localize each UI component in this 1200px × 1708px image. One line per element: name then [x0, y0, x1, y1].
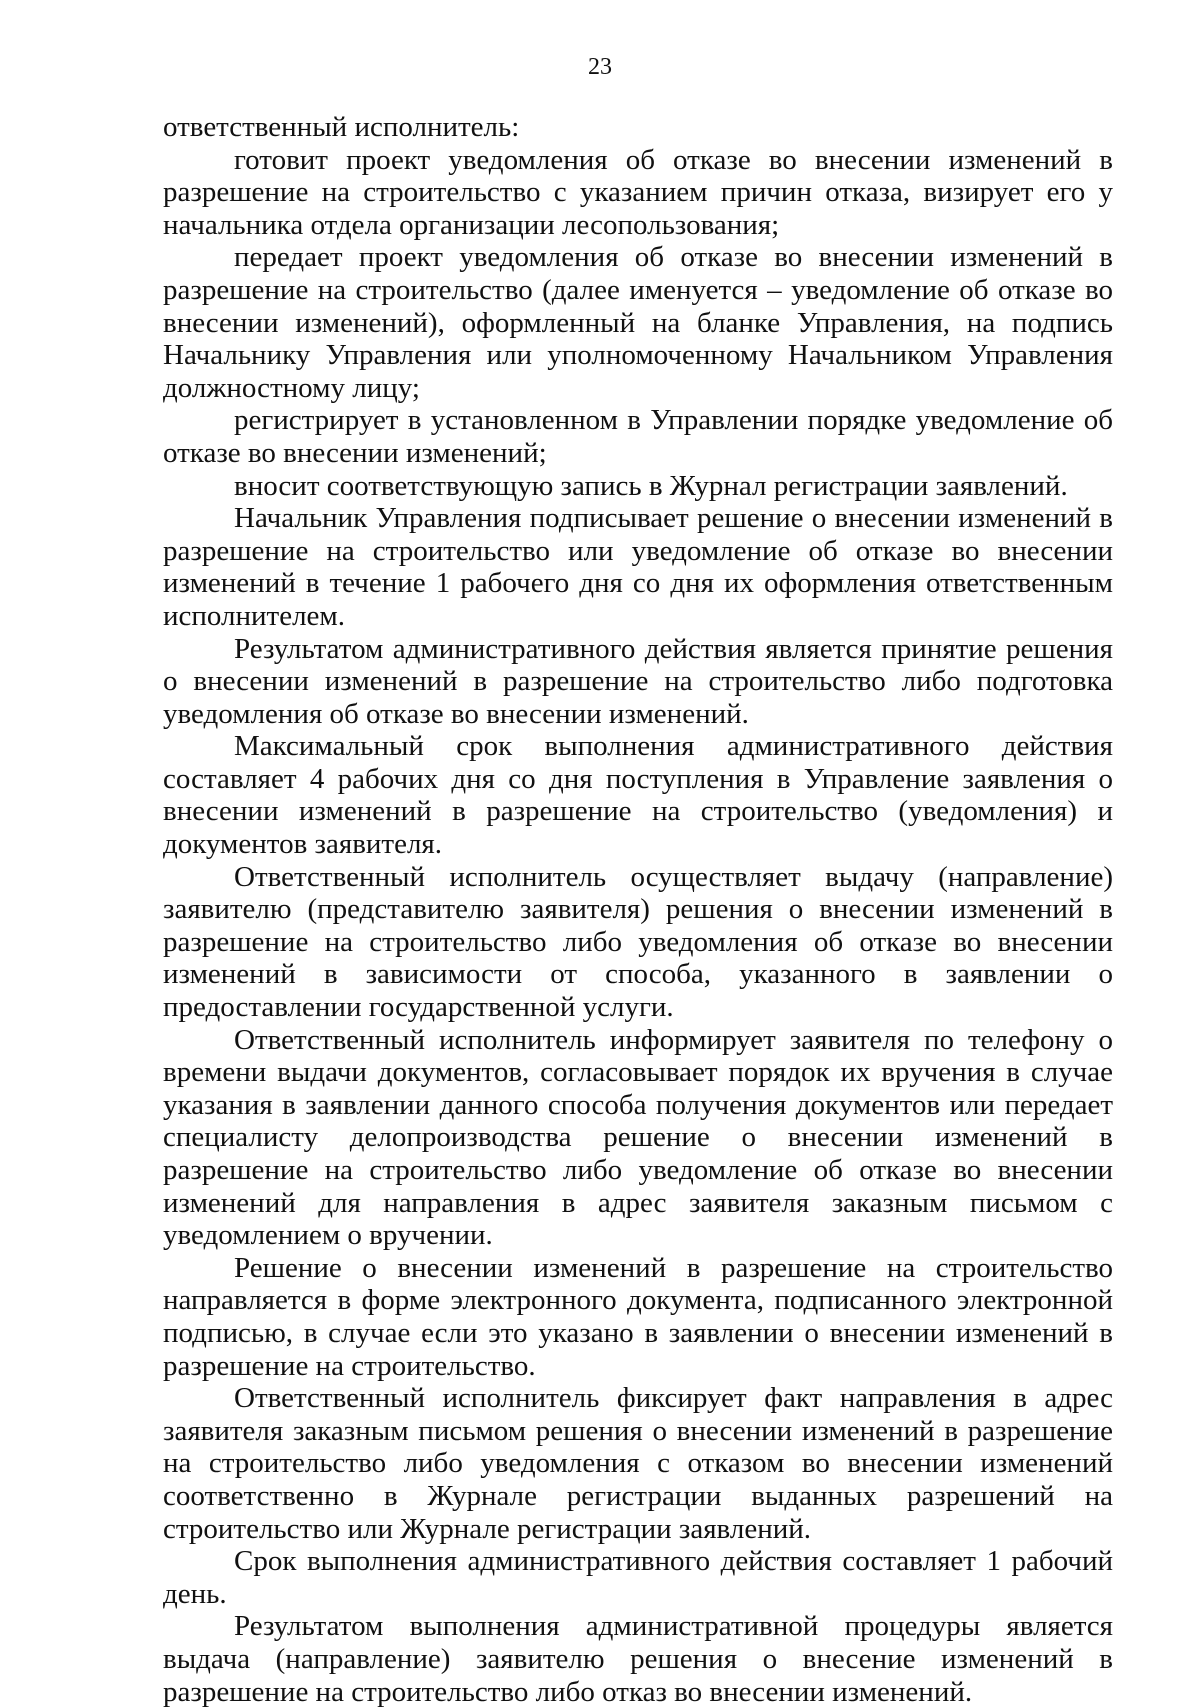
paragraph: Срок выполнения административного действия составляет 1 рабочий день. — [163, 1545, 1113, 1610]
paragraph: Начальник Управления подписывает решение о внесении изменений в разрешение на строительство или уведомление об отказе во внесении изменений в течение 1 рабочего дня со дня их оформления ответственным исполнителем. — [163, 502, 1113, 632]
paragraph: вносит соответствующую запись в Журнал регистрации заявлений. — [234, 469, 1068, 502]
paragraph-responsible-executor-heading: ответственный исполнитель: — [163, 111, 520, 143]
page-number: 23 — [588, 54, 612, 80]
paragraph: Ответственный исполнитель фиксирует факт направления в адрес заявителя заказным письмом решения о внесении изменений в разрешение на строительство либо уведомления с отказом во внесении изменений соответственно в Журнале регистрации выданных разрешений на строительство или Журнале регистрации заявлений. — [163, 1382, 1113, 1545]
paragraph: Ответственный исполнитель осуществляет выдачу (направление) заявителю (представителю заявителя) решения о внесении изменений в разрешение на строительство либо уведомления об отказе во внесении изменений в зависимости от способа, указанного в заявлении о предоставлении государственной услуги. — [163, 860, 1113, 1024]
paragraph: Результатом административного действия является принятие решения о внесении изменений в разрешение на строительство либо подготовка уведомления об отказе во внесении изменений. — [163, 632, 1113, 730]
paragraph: регистрирует в установленном в Управлении порядке уведомление об отказе во внесении изменений; — [163, 404, 1113, 469]
document-body — [163, 111, 1113, 1708]
paragraph: Ответственный исполнитель информирует заявителя по телефону о времени выдачи документов, согласовывает порядок их вручения в случае указания в заявлении данного способа получения документов или передает специалисту делопроизводства решение о внесении изменений в разрешение на строительство либо уведомление об отказе во внесении изменений для направления в адрес заявителя заказным письмом с уведомлением о вручении. — [163, 1023, 1113, 1252]
paragraph: передает проект уведомления об отказе во внесении изменений в разрешение на строительство (далее именуется – уведомление об отказе во внесении изменений), оформленный на бланке Управления, на подпись Начальнику Управления или уполномоченному Начальником Управления должностному лицу; — [163, 241, 1113, 404]
paragraph: Решение о внесении изменений в разрешение на строительство направляется в форме электронного документа, подписанного электронной подписью, в случае если это указано в заявлении о внесении изменений в разрешение на строительство. — [163, 1251, 1113, 1382]
paragraph: Результатом выполнения административной процедуры является выдача (направление) заявителю решения о внесение изменений в разрешение на строительство либо отказ во внесении изменений. — [163, 1610, 1113, 1708]
paragraph: Максимальный срок выполнения административного действия составляет 4 рабочих дня со дня поступления в Управление заявления о внесении изменений в разрешение на строительство (уведомления) и документов заявителя. — [163, 730, 1113, 861]
paragraph: готовит проект уведомления об отказе во внесении изменений в разрешение на строительство с указанием причин отказа, визирует его у начальника отдела организации лесопользования; — [163, 143, 1113, 241]
